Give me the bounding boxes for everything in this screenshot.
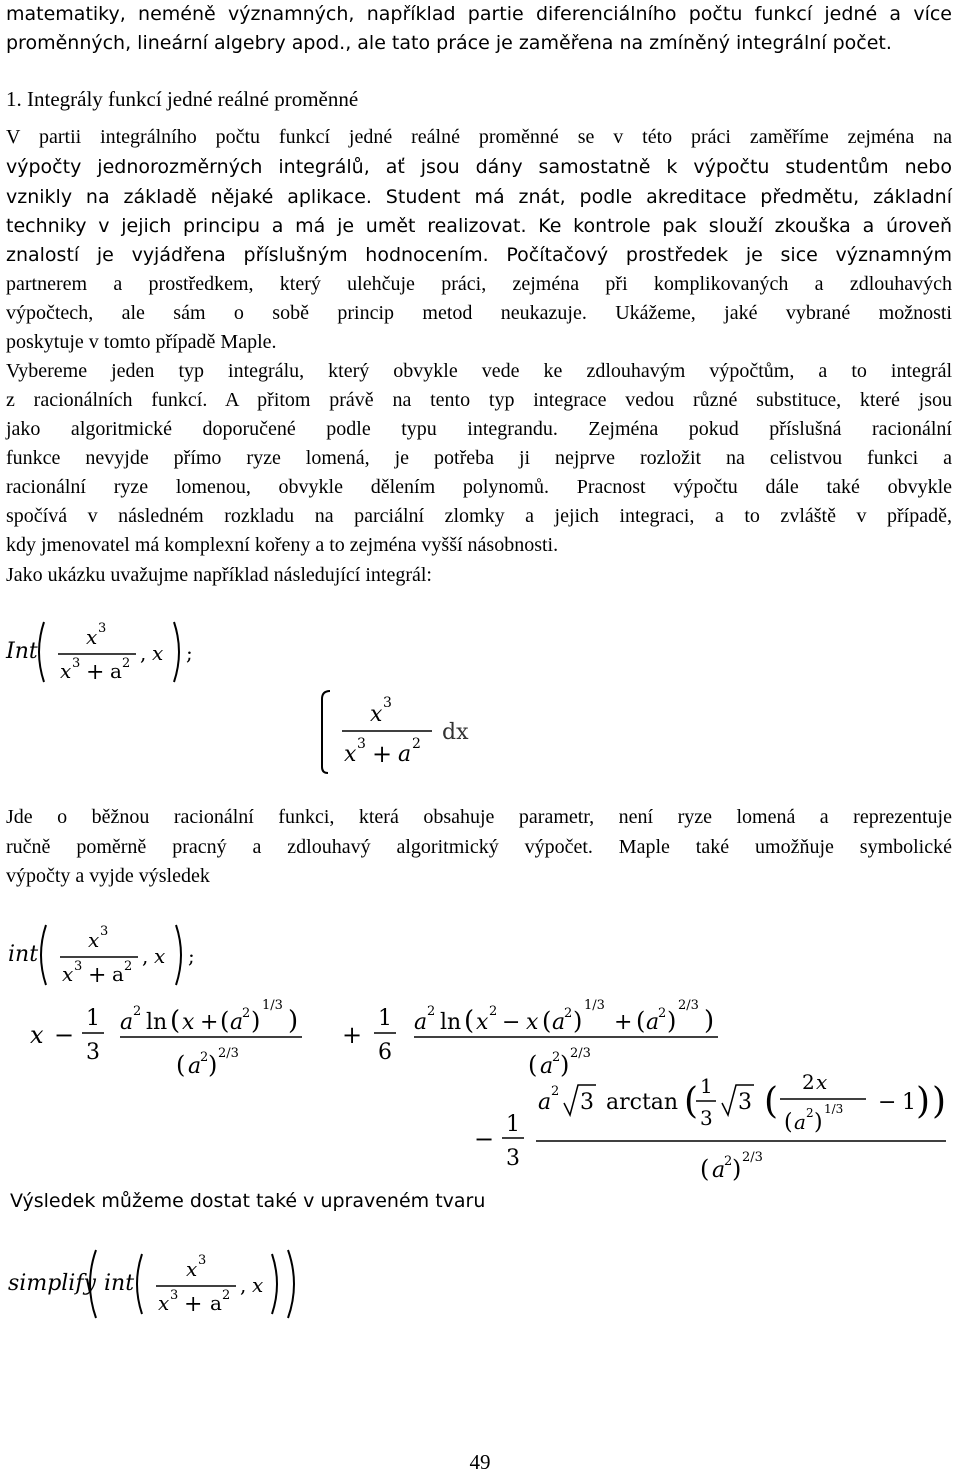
svg-text:3: 3: [700, 1106, 713, 1130]
svg-text:x: x: [476, 1010, 489, 1035]
svg-text:2: 2: [427, 1004, 436, 1019]
paragraph-line: výpočty a vyjde výsledek: [6, 865, 210, 887]
svg-text:a: a: [398, 742, 412, 767]
svg-text:simplify: simplify: [8, 1271, 96, 1296]
svg-text:+: +: [342, 1021, 363, 1049]
svg-text:x: x: [816, 1070, 828, 1094]
paragraph-line: znalostí je vyjádřena příslušným hodnocením. Počítačový prostředek je sice významným: [6, 244, 952, 266]
svg-text:2: 2: [806, 1106, 814, 1120]
svg-text:2: 2: [552, 1050, 561, 1065]
paragraph-line: funkce nevyjde přímo ryze lomená, je potřeba ji nejprve rozložit na celistvou funkci a: [6, 447, 952, 469]
svg-text:2: 2: [222, 1288, 231, 1303]
svg-text:1: 1: [378, 1006, 392, 1031]
svg-text:(: (: [542, 1007, 552, 1035]
svg-text:+: +: [200, 1010, 219, 1035]
paragraph-line: Jde o běžnou racionální funkci, která obsahuje parametr, není ryze lomená a reprezentuje: [6, 806, 952, 828]
svg-text:): ): [932, 1081, 947, 1122]
svg-text:3: 3: [170, 1288, 179, 1303]
svg-text:2: 2: [412, 736, 421, 752]
paragraph-line: výpočtech, ale sám o sobě princip metod neukazuje. Ukážeme, jaké vybrané možnosti: [6, 302, 952, 324]
svg-text:6: 6: [378, 1040, 392, 1065]
svg-text:2: 2: [133, 1004, 142, 1019]
text-line: matematiky, neméně významných, například partie diferenciálního počtu funkcí jedné a více: [6, 3, 952, 25]
svg-text:2: 2: [564, 1006, 573, 1021]
svg-text:(: (: [784, 1110, 793, 1135]
svg-text:+: +: [184, 1292, 203, 1317]
svg-text:3: 3: [198, 1253, 207, 1268]
svg-text:3: 3: [72, 656, 81, 671]
svg-text:2: 2: [724, 1154, 733, 1169]
svg-text:+: +: [88, 963, 107, 988]
svg-text:x: x: [252, 1273, 264, 1297]
paragraph-line: vznikly na základě nějaké aplikace. Student má znát, podle akreditace předmětu, základní: [6, 186, 952, 208]
svg-text:): ): [251, 1007, 261, 1035]
svg-text:+: +: [614, 1010, 633, 1035]
svg-text:2: 2: [122, 656, 131, 671]
svg-text:3: 3: [86, 1040, 100, 1065]
svg-text:,: ,: [140, 641, 147, 665]
paragraph-line: Výsledek můžeme dostat také v upraveném tvaru: [10, 1190, 486, 1212]
paragraph-line: racionální ryze lomenou, obvykle dělením polynomů. Pracnost výpočtu dále také obvykle: [6, 476, 952, 498]
svg-text:2/3: 2/3: [678, 998, 699, 1013]
svg-text:): ): [732, 1155, 742, 1183]
paragraph-line: V partii integrálního počtu funkcí jedné reálné proměnné se v této práci zaměříme zejména na: [6, 126, 952, 148]
svg-text:a: a: [552, 1010, 566, 1035]
svg-text:): ): [573, 1007, 583, 1035]
svg-text:a: a: [110, 659, 122, 683]
svg-text:a: a: [414, 1010, 428, 1035]
svg-text:a: a: [230, 1010, 244, 1035]
svg-text:): ): [704, 1006, 715, 1036]
svg-text:2/3: 2/3: [570, 1046, 591, 1061]
svg-text:3: 3: [74, 959, 83, 974]
svg-text:−: −: [54, 1021, 75, 1049]
maple-output-result: [20, 985, 955, 1185]
svg-text:3: 3: [738, 1090, 752, 1115]
svg-text:2: 2: [551, 1084, 560, 1099]
svg-text:int: int: [8, 942, 39, 967]
maple-input-int: [0, 612, 220, 692]
text-line: proměnných, lineární algebry apod., ale tato práce je zaměřena na zmíněný integrální počet.: [6, 32, 892, 54]
svg-text:x: x: [62, 962, 74, 986]
svg-text:2: 2: [242, 1006, 251, 1021]
svg-text:,: ,: [142, 944, 149, 968]
svg-text:x: x: [88, 928, 100, 952]
paragraph-line: kdy jmenovatel má komplexní kořeny a to zejména vyšší násobnosti.: [6, 534, 559, 556]
svg-text:a: a: [712, 1158, 726, 1183]
svg-text:(: (: [170, 1006, 181, 1036]
maple-output-integral: [310, 685, 490, 780]
svg-text:1: 1: [700, 1074, 713, 1098]
svg-text:(: (: [684, 1081, 699, 1122]
svg-text:x: x: [526, 1010, 539, 1035]
section-heading: 1. Integrály funkcí jedné reálné proměnné: [6, 87, 359, 111]
svg-text:int: int: [104, 1271, 135, 1296]
svg-text:2/3: 2/3: [742, 1150, 763, 1165]
paragraph-line: partnerem a prostředkem, který ulehčuje práci, zejména při komplikovaných a zdlouhavých: [6, 273, 952, 295]
paragraph-line: poskytuje v tomto případě Maple.: [6, 331, 277, 353]
svg-text:arctan: arctan: [606, 1090, 679, 1115]
svg-text:2: 2: [200, 1050, 209, 1065]
svg-text:2/3: 2/3: [218, 1046, 239, 1061]
svg-text:3: 3: [580, 1090, 594, 1115]
svg-text:1/3: 1/3: [584, 998, 605, 1013]
page-number: 49: [469, 1450, 491, 1474]
paragraph-line: Jako ukázku uvažujme například následující integrál:: [6, 564, 432, 586]
svg-text:(: (: [636, 1007, 646, 1035]
svg-text:x: x: [152, 641, 164, 665]
paragraph-line: techniky v jejich principu a má je umět realizovat. Ke kontrole pak slouží zkouška a úroveň: [6, 215, 952, 237]
svg-text:): ): [208, 1051, 218, 1079]
svg-text:a: a: [794, 1110, 806, 1134]
svg-text:(: (: [176, 1051, 186, 1079]
svg-text:+: +: [86, 660, 105, 685]
svg-text:ln: ln: [440, 1010, 462, 1035]
svg-text:−: −: [502, 1010, 521, 1035]
svg-text:(: (: [464, 1006, 475, 1036]
svg-text:;: ;: [188, 944, 195, 968]
svg-text:−: −: [878, 1090, 897, 1115]
svg-text:+: +: [372, 740, 393, 768]
svg-text:): ): [667, 1007, 677, 1035]
svg-text:x: x: [182, 1010, 195, 1035]
svg-text:a: a: [538, 1090, 552, 1115]
svg-text:x: x: [154, 944, 166, 968]
paragraph-line: z racionálních funkcí. A přitom právě na tento typ integrace vedou různé substituce, které jsou: [6, 389, 952, 411]
svg-text:x: x: [186, 1257, 198, 1281]
svg-text:x: x: [370, 702, 383, 727]
svg-text:a: a: [112, 962, 124, 986]
svg-text:2: 2: [124, 959, 133, 974]
svg-text:(: (: [528, 1051, 538, 1079]
svg-text:x: x: [86, 625, 98, 649]
svg-text:1: 1: [902, 1090, 916, 1115]
svg-text:): ): [814, 1110, 823, 1135]
svg-text:3: 3: [357, 736, 366, 752]
svg-text:x: x: [60, 659, 72, 683]
paragraph-line: jako algoritmické doporučené podle typu integrandu. Zejména pokud příslušná racionální: [6, 418, 952, 440]
paragraph-line: výpočty jednorozměrných integrálů, ať jsou dány samostatně k výpočtu studentům nebo: [6, 156, 952, 178]
svg-text:x: x: [158, 1291, 170, 1315]
maple-input-simplify: [0, 1240, 320, 1325]
svg-text:a: a: [540, 1054, 554, 1079]
svg-text:): ): [916, 1081, 931, 1122]
paragraph-line: Vybereme jeden typ integrálu, který obvykle vede ke zdlouhavým výpočtům, a to integrál: [6, 360, 952, 382]
svg-text:3: 3: [383, 695, 392, 711]
svg-text:3: 3: [506, 1146, 520, 1171]
svg-text:x: x: [344, 742, 357, 767]
maple-command: Int: [6, 639, 38, 664]
svg-text:;: ;: [186, 641, 193, 665]
svg-text:): ): [288, 1006, 299, 1036]
svg-text:3: 3: [98, 621, 107, 636]
svg-text:2: 2: [802, 1070, 815, 1094]
svg-text:1/3: 1/3: [262, 998, 283, 1013]
svg-text:(: (: [764, 1081, 779, 1122]
svg-text:2: 2: [489, 1004, 498, 1019]
svg-text:3: 3: [100, 924, 109, 939]
svg-text:ln: ln: [146, 1010, 168, 1035]
svg-text:1: 1: [86, 1006, 100, 1031]
svg-text:x: x: [30, 1021, 44, 1049]
svg-text:(: (: [700, 1155, 710, 1183]
svg-text:2: 2: [658, 1006, 667, 1021]
paragraph-line: ručně poměrně pracný a zdlouhavý algoritmický výpočet. Maple také umožňuje symbolické: [6, 836, 952, 858]
svg-text:1: 1: [506, 1112, 520, 1137]
svg-text:a: a: [188, 1054, 202, 1079]
svg-text:a: a: [210, 1291, 222, 1315]
svg-text:(: (: [220, 1007, 230, 1035]
paragraph-line: spočívá v následném rozkladu na parciální zlomky a jejich integraci, a to zvláště v případě,: [6, 505, 952, 527]
svg-text:−: −: [474, 1125, 495, 1153]
svg-text:a: a: [646, 1010, 660, 1035]
svg-text:dx: dx: [442, 720, 469, 745]
svg-text:1/3: 1/3: [824, 1102, 844, 1116]
svg-text:a: a: [120, 1010, 134, 1035]
svg-text:,: ,: [240, 1273, 247, 1297]
maple-input-int-lower: [0, 915, 220, 995]
svg-text:): ): [560, 1051, 570, 1079]
